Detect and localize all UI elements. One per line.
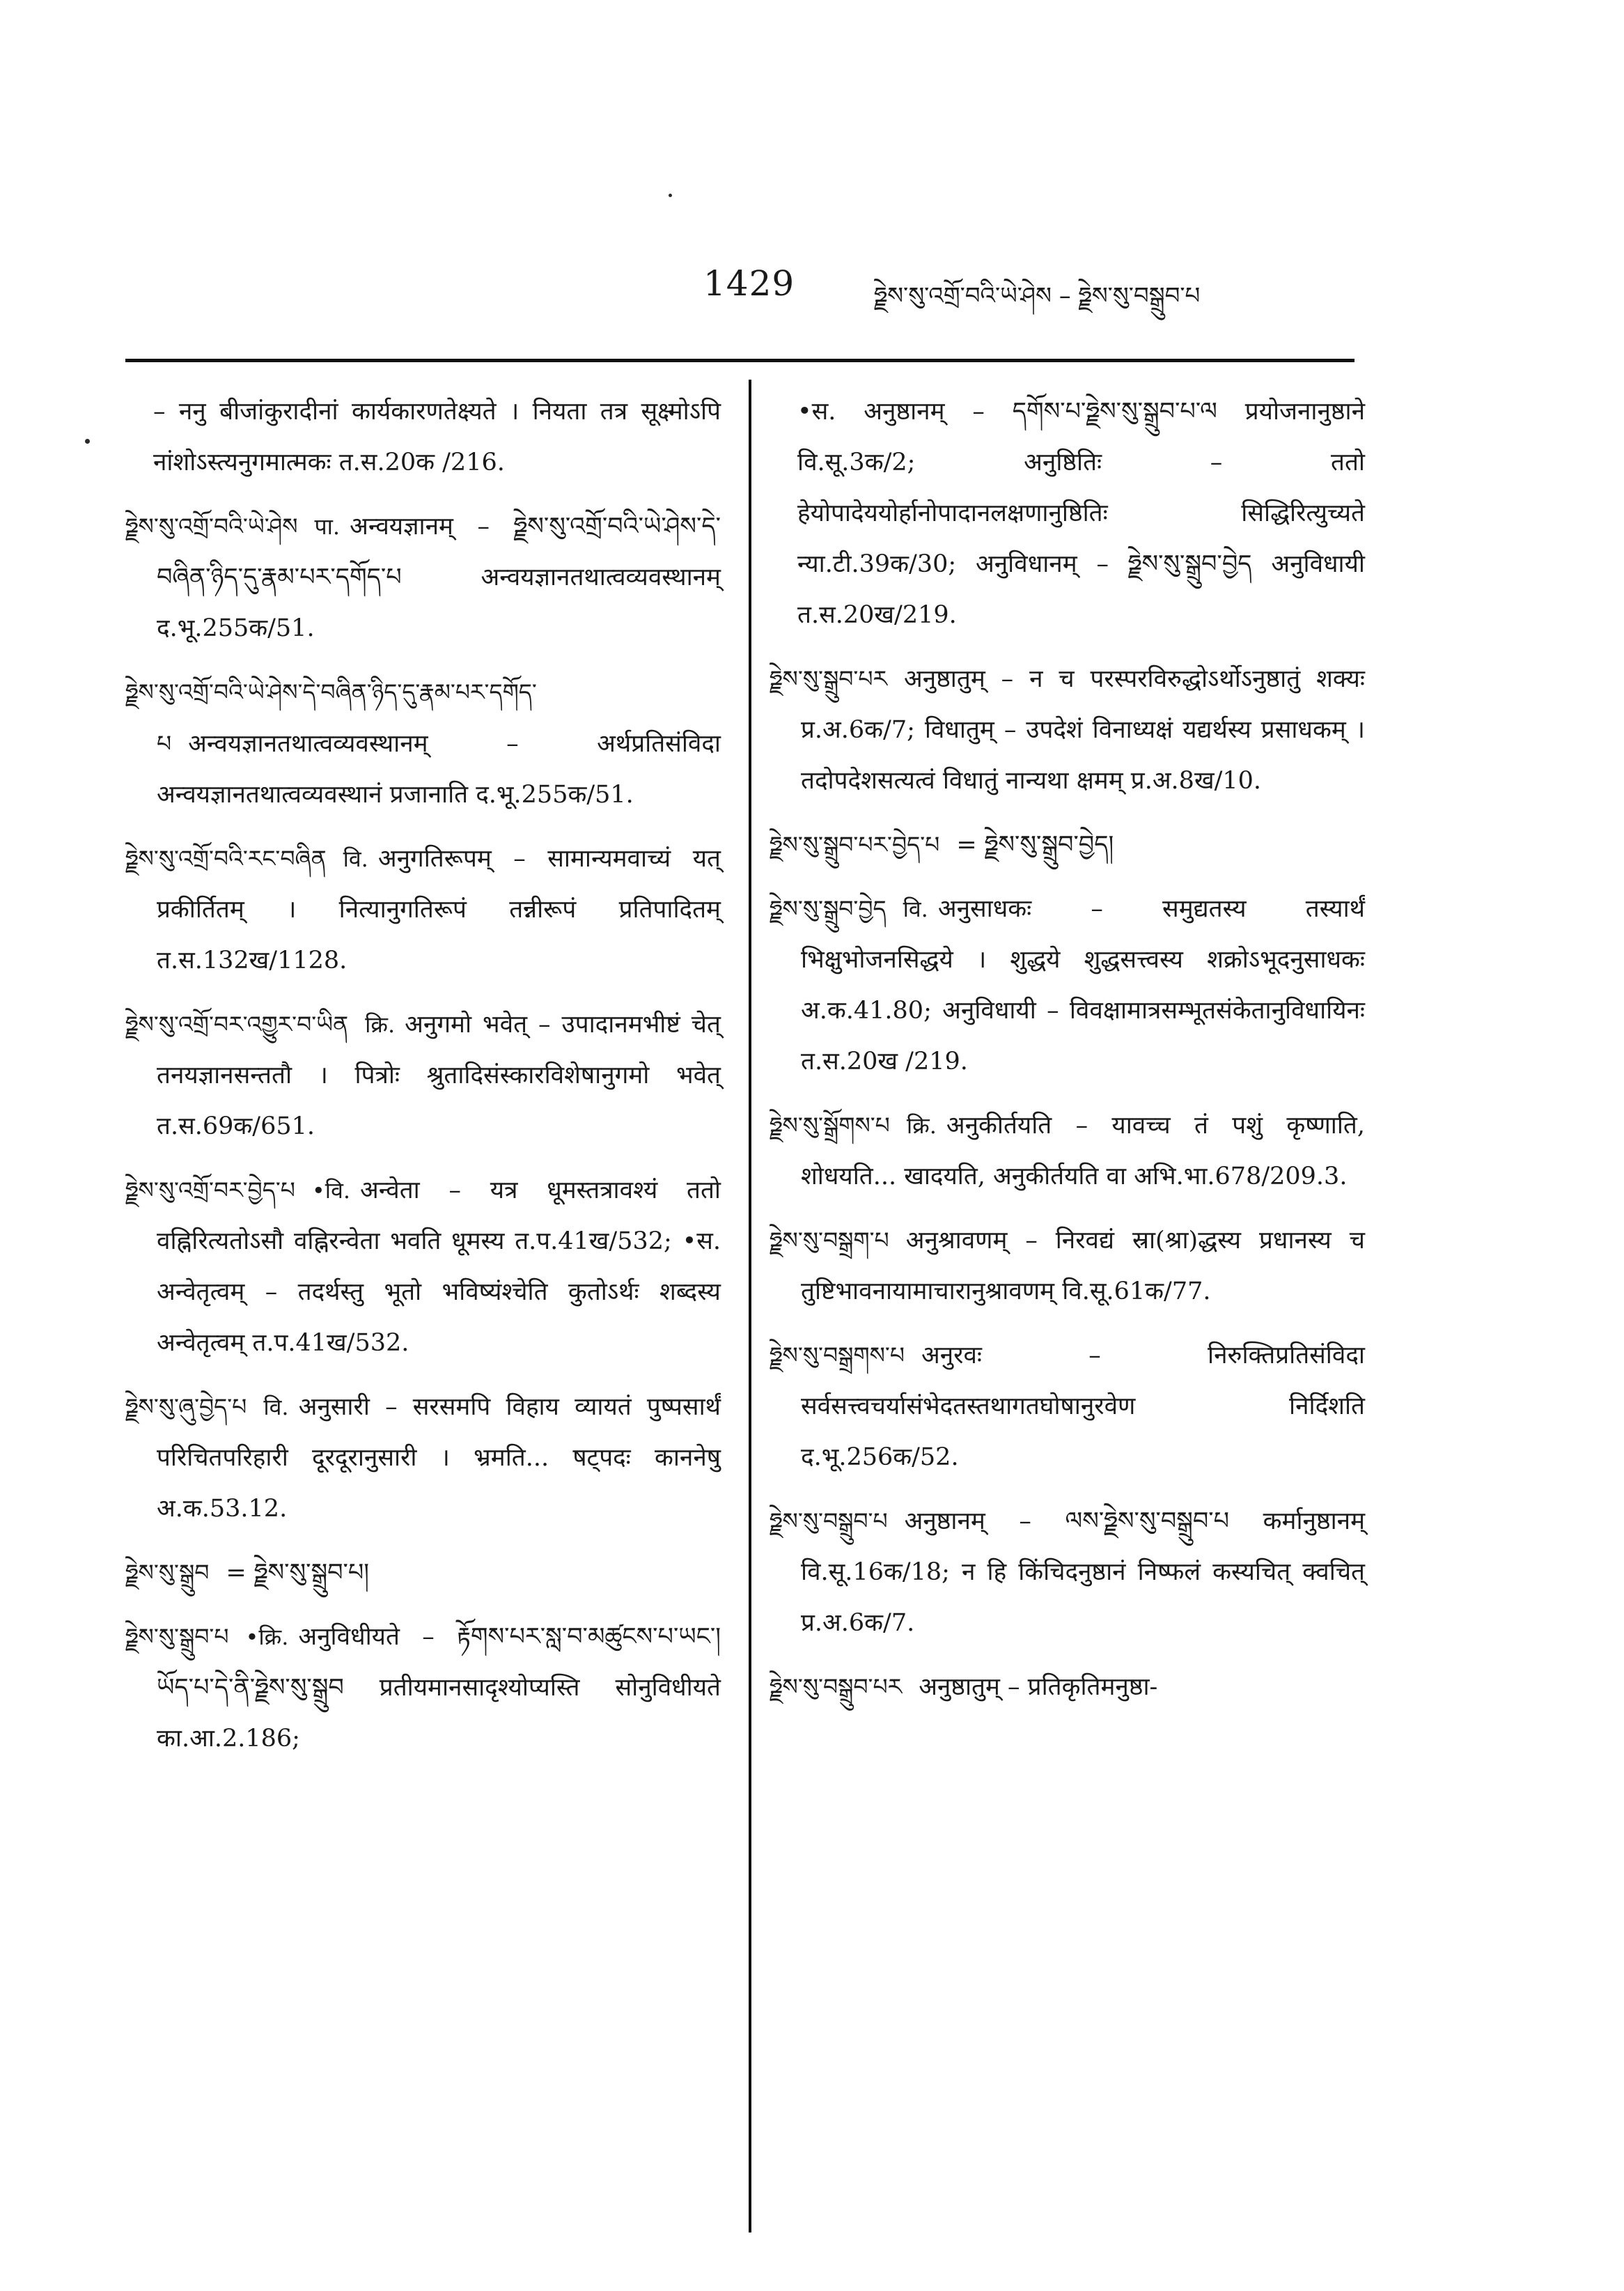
entry-headword: ཧྗེས་སུ་སྒྲུབ་པར་བྱེད་པ — [770, 831, 940, 858]
entry-continuation — [125, 387, 721, 488]
left-column — [125, 387, 721, 1777]
entry-text: •स. अनुष्ठानम् – དགོས་པ་ཧྗེས་སུ་སྒྲུབ་པ་ལ प्रयोजनानुष्ठाने वि.सू.3क/2; अनुष्ठितिः – ततो हेयोपादेययोर्हानोपादानलक्षणानुष्ठितिः सिद्धिरित्युच्यते न्या.टी.39क/30; अनुविधानम् – ཧྗེས་སུ་སྒྲུབ་བྱེད अनुविधायी त.स.20ख/219. — [797, 398, 1365, 629]
header-rule — [125, 359, 1354, 362]
dictionary-entry — [770, 1100, 1365, 1202]
dictionary-entry — [770, 883, 1365, 1087]
entry-headword: ཧྗེས་སུ་འགྲོ་བའི་ཡེ་ཤེས་དེ་བཞིན་ཉིད་དུ་རྣམ་པར་དགོད་པ — [125, 678, 537, 757]
entry-text: अनुसारी – सरसमपि विहाय व्यायतं पुष्पसार्थं परिचितपरिहारी दूरदूरानुसारी । भ्रमति... षट्पदः काननेषु अ.क.53.12. — [157, 1393, 721, 1523]
entry-text: अनुश्रावणम् – निरवद्यं स्रा(श्रा)द्धस्य प्रधानस्य च तुष्टिभावनायामाचारानुश्रावणम् वि.सू.61क/77. — [801, 1227, 1365, 1305]
entry-text: अनुष्ठानम् – ལས་ཧྗེས་སུ་བསྒྲུབ་པ कर्मानुष्ठानम् वि.सू.16क/18; न हि किंचिदनुष्ठानं निष्फलं कस्यचित् क्वचित् प्र.अ.6क/7. — [801, 1507, 1365, 1637]
entry-continuation — [770, 387, 1365, 641]
entry-headword: ཧྗེས་སུ་སྒྲོགས་པ — [770, 1112, 890, 1139]
grammar-label: वि. — [903, 896, 928, 922]
entry-text: अनुकीर्तयति – यावच्च तं पशुं कृष्णाति, शोधयति... खादयति, अनुकीर्तयति वा अभि.भा.678/209.3. — [801, 1112, 1365, 1190]
running-head: ཧྗེས་སུ་འགྲོ་བའི་ཡེ་ཤེས – ཧྗེས་སུ་བསྒྲུབ་པ — [874, 282, 1201, 310]
page-number: 1429 — [703, 263, 795, 304]
entry-headword: ཧྗེས་སུ་འགྲོ་བའི་རང་བཞིན — [125, 845, 327, 872]
dictionary-entry — [770, 1215, 1365, 1317]
grammar-label: •क्रि. — [245, 1624, 289, 1650]
entry-headword: ཧྗེས་སུ་འགྲོ་བར་འགྱུར་བ་ཡིན — [125, 1011, 349, 1038]
grammar-label: क्रि. — [365, 1011, 396, 1038]
entry-text: – ननु बीजांकुरादीनां कार्यकारणतेक्ष्यते । नियता तत्र सूक्ष्मोऽपि नांशोऽस्त्यनुगमात्मकः त.स.20क /216. — [153, 398, 721, 476]
grammar-label: क्रि. — [906, 1112, 937, 1139]
entry-headword: ཧྗེས་སུ་བསྒྲུབ་པར — [770, 1673, 903, 1700]
grammar-label: वि. — [263, 1394, 289, 1420]
grammar-label: पा. — [314, 513, 341, 540]
entry-headword: ཧྗེས་སུ་བསྒྲག་པ — [770, 1227, 889, 1254]
entry-headword: ཧྗེས་སུ་ཞུ་བྱེད་པ — [125, 1393, 247, 1420]
dictionary-entry — [125, 833, 721, 986]
dictionary-entry — [770, 819, 1365, 871]
entry-text: अनुगतिरूपम् – सामान्यमवाच्यं यत् प्रकीर्तितम् । नित्यानुगतिरूपं तन्नीरूपं प्रतिपादितम् त.स.132ख/1128. — [157, 845, 721, 974]
entry-headword: ཧྗེས་སུ་སྒྲུབ་པར — [770, 665, 888, 692]
dictionary-entry — [770, 1661, 1365, 1713]
entry-text: अनुरवः – निरुक्तिप्रतिसंविदा सर्वसत्त्वचर्यासंभेदतस्तथागतघोषानुरवेण निर्दिशति द.भू.256क/52. — [801, 1342, 1365, 1471]
right-column — [770, 387, 1365, 1725]
entry-headword: ཧྗེས་སུ་བསྒྲགས་པ — [770, 1342, 905, 1369]
dictionary-entry — [125, 999, 721, 1152]
dictionary-entry — [125, 667, 721, 821]
entry-text: अन्वेता – यत्र धूमस्तत्रावश्यं ततो वह्निरित्यतोऽसौ वह्निरन्वेता भवति धूमस्य त.प.41ख/532; •स. अन्वेतृत्वम् – तदर्थस्तु भूतो भविष्यंश्चेति कुतोऽर्थः शब्दस्य अन्वेतृत्वम् त.प.41ख/532. — [157, 1176, 721, 1357]
entry-text: अनुसाधकः – समुद्यतस्य तस्यार्थं भिक्षुभोजनसिद्धये । शुद्धये शुद्धसत्त्वस्य शक्रोऽभूदनुसाधकः अ.क.41.80; अनुविधायी – विवक्षामात्रसम्भूतसंकेतानुविधायिनः त.स.20ख /219. — [801, 895, 1365, 1075]
dictionary-entry — [125, 501, 721, 654]
entry-headword: ཧྗེས་སུ་སྒྲུབ་བྱེད — [770, 895, 887, 922]
dictionary-entry — [125, 1165, 721, 1369]
entry-headword: ཧྗེས་སུ་སྒྲུབ — [125, 1559, 210, 1586]
dictionary-entry — [770, 1496, 1365, 1649]
dictionary-entry — [125, 1547, 721, 1599]
entry-text: अनुगमो भवेत् – उपादानमभीष्टं चेत् तनयज्ञानसन्ततौ । पित्रोः श्रुतादिसंस्कारविशेषानुगमो भवेत् त.स.69क/651. — [157, 1011, 721, 1140]
entry-text: अनुष्ठातुम् – न च परस्परविरुद्धोऽर्थोऽनुष्ठातुं शक्यः प्र.अ.6क/7; विधातुम् – उपदेशं विनाध्यक्षं यद्यर्थस्य प्रसाधकम् । तदोपदेशसत्यत्वं विधातुं नान्यथा क्षमम् प्र.अ.8ख/10. — [801, 665, 1365, 795]
dictionary-entry — [125, 1381, 721, 1535]
entry-headword: ཧྗེས་སུ་འགྲོ་བའི་ཡེ་ཤེས — [125, 513, 298, 540]
grammar-label: •वि. — [311, 1177, 351, 1204]
entry-text: अन्वयज्ञानतथात्वव्यवस्थानम् – अर्थप्रतिसंविदा अन्वयज्ञानतथात्वव्यवस्थानं प्रजानाति द.भू.255क/51. — [157, 730, 721, 809]
entry-headword: ཧྗེས་སུ་སྒྲུབ་པ — [125, 1623, 229, 1650]
dictionary-entry — [770, 1330, 1365, 1483]
entry-text: = ཧྗེས་སུ་སྒྲུབ་པ། — [226, 1559, 370, 1587]
scan-speck — [85, 439, 90, 444]
entry-headword: ཧྗེས་སུ་བསྒྲུབ་པ — [770, 1507, 888, 1535]
entry-text: अनुष्ठातुम् – प्रतिकृतिमनुष्ठा- — [919, 1673, 1158, 1701]
entry-text: अन्वयज्ञानम् – ཧྗེས་སུ་འགྲོ་བའི་ཡེ་ཤེས་དེ་བཞིན་ཉིད་དུ་རྣམ་པར་དགོད་པ अन्वयज्ञानतथात्वव्यवस्थानम् द.भू.255क/51. — [157, 513, 721, 642]
grammar-label: वि. — [343, 846, 368, 872]
entry-text: = ཧྗེས་སུ་སྒྲུབ་བྱེད། — [956, 831, 1114, 859]
entry-text: अनुविधीयते – རྟོགས་པར་སླ་བ་མཚུངས་པ་ཡང་། ཡོད་པ་དེ་ནི་ཧྗེས་སུ་སྒྲུབ प्रतीयमानसादृश्योप्यस्ति सोनुविधीयते का.आ.2.186; — [157, 1623, 721, 1753]
dictionary-entry — [770, 653, 1365, 807]
column-divider — [749, 380, 751, 2232]
entry-headword: ཧྗེས་སུ་འགྲོ་བར་བྱེད་པ — [125, 1176, 295, 1204]
dictionary-entry — [125, 1611, 721, 1764]
scan-speck — [669, 194, 672, 197]
